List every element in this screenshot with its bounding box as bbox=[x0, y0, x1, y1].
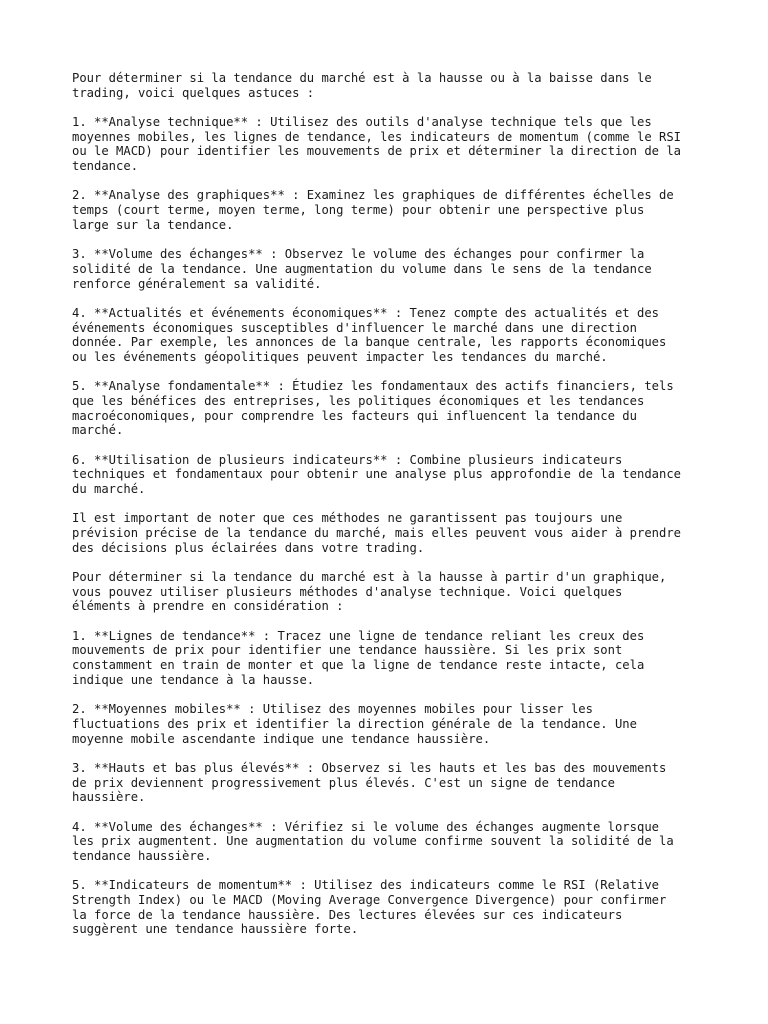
chart-intro-paragraph: Pour déterminer si la tendance du marché est à la hausse à partir d'un graphique, vous pouvez utiliser plusieurs méthodes d'analyse technique. Voici quelques éléments à prendre en considération : bbox=[72, 570, 667, 614]
tip-multiple-indicators: 6. **Utilisation de plusieurs indicateurs** : Combine plusieurs indicateurs techniques et fondamentaux pour obtenir une analyse plus approfondie de la tendance du marché. bbox=[72, 452, 682, 497]
disclaimer-paragraph: Il est important de noter que ces méthodes ne garantissent pas toujours une prévision précise de la tendance du marché, mais elles peuvent vous aider à prendre des décisions plus éclairées dans votre trading. bbox=[72, 511, 682, 555]
intro-paragraph: Pour déterminer si la tendance du marché est à la hausse ou à la baisse dans le trading, voici quelques astuces : bbox=[72, 71, 652, 100]
chart-tip-trend-lines: 1. **Lignes de tendance** : Tracez une ligne de tendance reliant les creux des mouvements de prix pour identifier une tendance haussière. Si les prix sont constamment en train de monter et que la ligne de tendance reste intacte, cela indique une tendance à la hausse. bbox=[72, 628, 645, 687]
tip-fundamental-analysis: 5. **Analyse fondamentale** : Étudiez les fondamentaux des actifs financiers, tels que les bénéfices des entreprises, les politiques économiques et les tendances macroéconomiques, pour comprendre les facteurs qui influencent la tendance du marché. bbox=[72, 379, 674, 438]
tip-technical-analysis: 1. **Analyse technique** : Utilisez des outils d'analyse technique tels que les moyennes mobiles, les lignes de tendance, les indicateurs de momentum (comme le RSI ou le MACD) pour identifier les mouvements de prix et déterminer la direction de la tendance. bbox=[72, 115, 682, 174]
tip-economic-news: 4. **Actualités et événements économiques** : Tenez compte des actualités et des événements économiques susceptibles d'influencer le marché dans une direction donnée. Par exemple, les annonces de la banque centrale, les rapports économiques ou les événements géopolitiques peuvent impacter les tendances du marché. bbox=[72, 305, 667, 364]
tip-trading-volume: 3. **Volume des échanges** : Observez le volume des échanges pour confirmer la solidité de la tendance. Une augmentation du volume dans le sens de la tendance renforce généralement sa validité. bbox=[72, 247, 652, 291]
tip-chart-analysis: 2. **Analyse des graphiques** : Examinez les graphiques de différentes échelles de temps (court terme, moyen terme, long terme) pour obtenir une perspective plus large sur la tendance. bbox=[72, 188, 674, 232]
chart-tip-volume: 4. **Volume des échanges** : Vérifiez si le volume des échanges augmente lorsque les prix augmentent. Une augmentation du volume confirme souvent la solidité de la tendance haussière. bbox=[72, 819, 674, 863]
document-page bbox=[72, 71, 702, 952]
chart-tip-moving-averages: 2. **Moyennes mobiles** : Utilisez des moyennes mobiles pour lisser les fluctuations des prix et identifier la direction générale de la tendance. Une moyenne mobile ascendante indique une tendance haussière. bbox=[72, 702, 637, 746]
chart-tip-higher-highs-lows: 3. **Hauts et bas plus élevés** : Observez si les hauts et les bas des mouvements de prix deviennent progressivement plus élevés. C'est un signe de tendance haussière. bbox=[72, 760, 667, 805]
chart-tip-momentum-indicators: 5. **Indicateurs de momentum** : Utilisez des indicateurs comme le RSI (Relative Strength Index) ou le MACD (Moving Average Convergence Divergence) pour confirmer la force de la tendance haussière. Des lectures élevées sur ces indicateurs suggèrent une tendance haussière forte. bbox=[72, 878, 667, 937]
